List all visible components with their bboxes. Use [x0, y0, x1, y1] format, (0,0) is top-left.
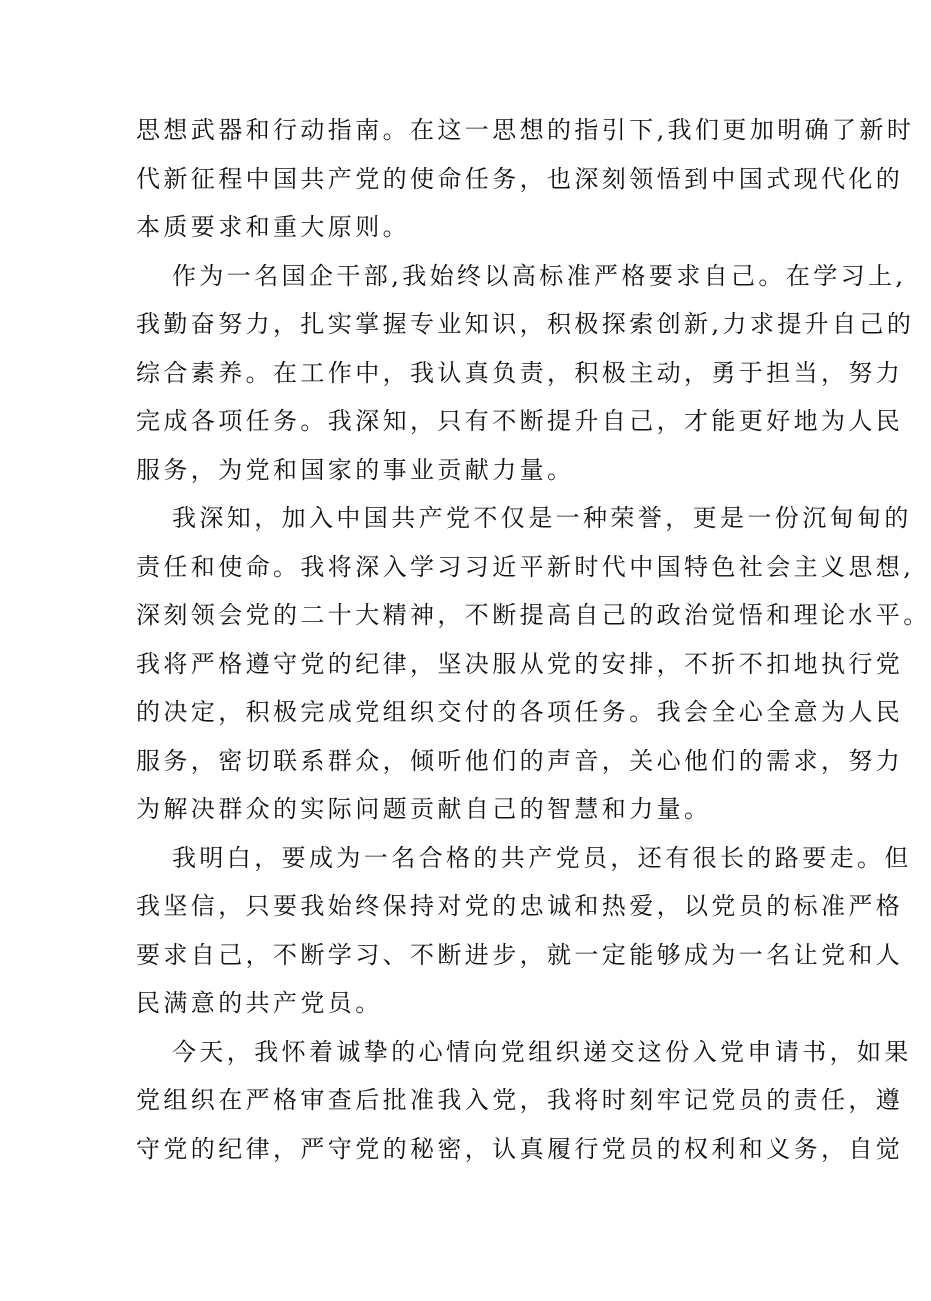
text-line: 完成各项任务。我深知，只有不断提升自己，才能更好地为人民 — [136, 407, 904, 435]
text-line: 责任和使命。我将深入学习习近平新时代中国特色社会主义思想, — [136, 552, 915, 581]
text-line: 我坚信，只要我始终保持对党的忠诚和热爱，以党员的标准严格 — [136, 892, 904, 920]
paragraph-1 — [136, 106, 915, 252]
text-line: 党组织在严格审查后批准我入党，我将时刻牢记党员的责任，遵 — [136, 1086, 904, 1114]
paragraph-4 — [136, 834, 912, 1028]
text-line: 综合素养。在工作中，我认真负责，积极主动，勇于担当，努力 — [136, 358, 904, 387]
text-line: 我将严格遵守党的纪律，坚决服从党的安排，不折不扣地执行党 — [136, 649, 904, 678]
text-line: 为解决群众的实际问题贡献自己的智慧和力量。 — [136, 795, 712, 823]
paragraph-2 — [136, 252, 915, 495]
text-line: 服务，密切联系群众，倾听他们的声音，关心他们的需求，努力 — [136, 746, 904, 775]
paragraph-3 — [136, 494, 931, 834]
paragraph-5 — [136, 1028, 912, 1174]
text-line: 思想武器和行动指南。在这一思想的指引下,我们更加明确了新时 — [136, 116, 915, 144]
text-line: 深刻领会党的二十大精神，不断提高自己的政治觉悟和理论水平。 — [136, 601, 931, 629]
text-line: 守党的纪律，严守党的秘密，认真履行党员的权利和义务，自觉 — [136, 1134, 904, 1163]
text-line: 我深知，加入中国共产党不仅是一种荣誉，更是一份沉甸甸的 — [172, 504, 912, 532]
text-line: 代新征程中国共产党的使命任务，也深刻领悟到中国式现代化的 — [136, 164, 904, 193]
text-line: 今天，我怀着诚挚的心情向党组织递交这份入党申请书，如果 — [172, 1037, 912, 1066]
document-body — [136, 106, 931, 1173]
text-line: 民满意的共产党员。 — [136, 989, 383, 1017]
text-line: 本质要求和重大原则。 — [136, 213, 410, 241]
text-line: 的决定，积极完成党组织交付的各项任务。我会全心全意为人民 — [136, 698, 904, 726]
text-line: 要求自己，不断学习、不断进步，就一定能够成为一名让党和人 — [136, 940, 904, 969]
text-line: 我明白，要成为一名合格的共产党员，还有很长的路要走。但 — [172, 843, 912, 872]
text-line: 服务，为党和国家的事业贡献力量。 — [136, 455, 575, 484]
text-line: 作为一名国企干部,我始终以高标准严格要求自己。在学习上, — [172, 261, 907, 290]
text-line: 我勤奋努力，扎实掌握专业知识，积极探索创新,力求提升自己的 — [136, 310, 915, 338]
